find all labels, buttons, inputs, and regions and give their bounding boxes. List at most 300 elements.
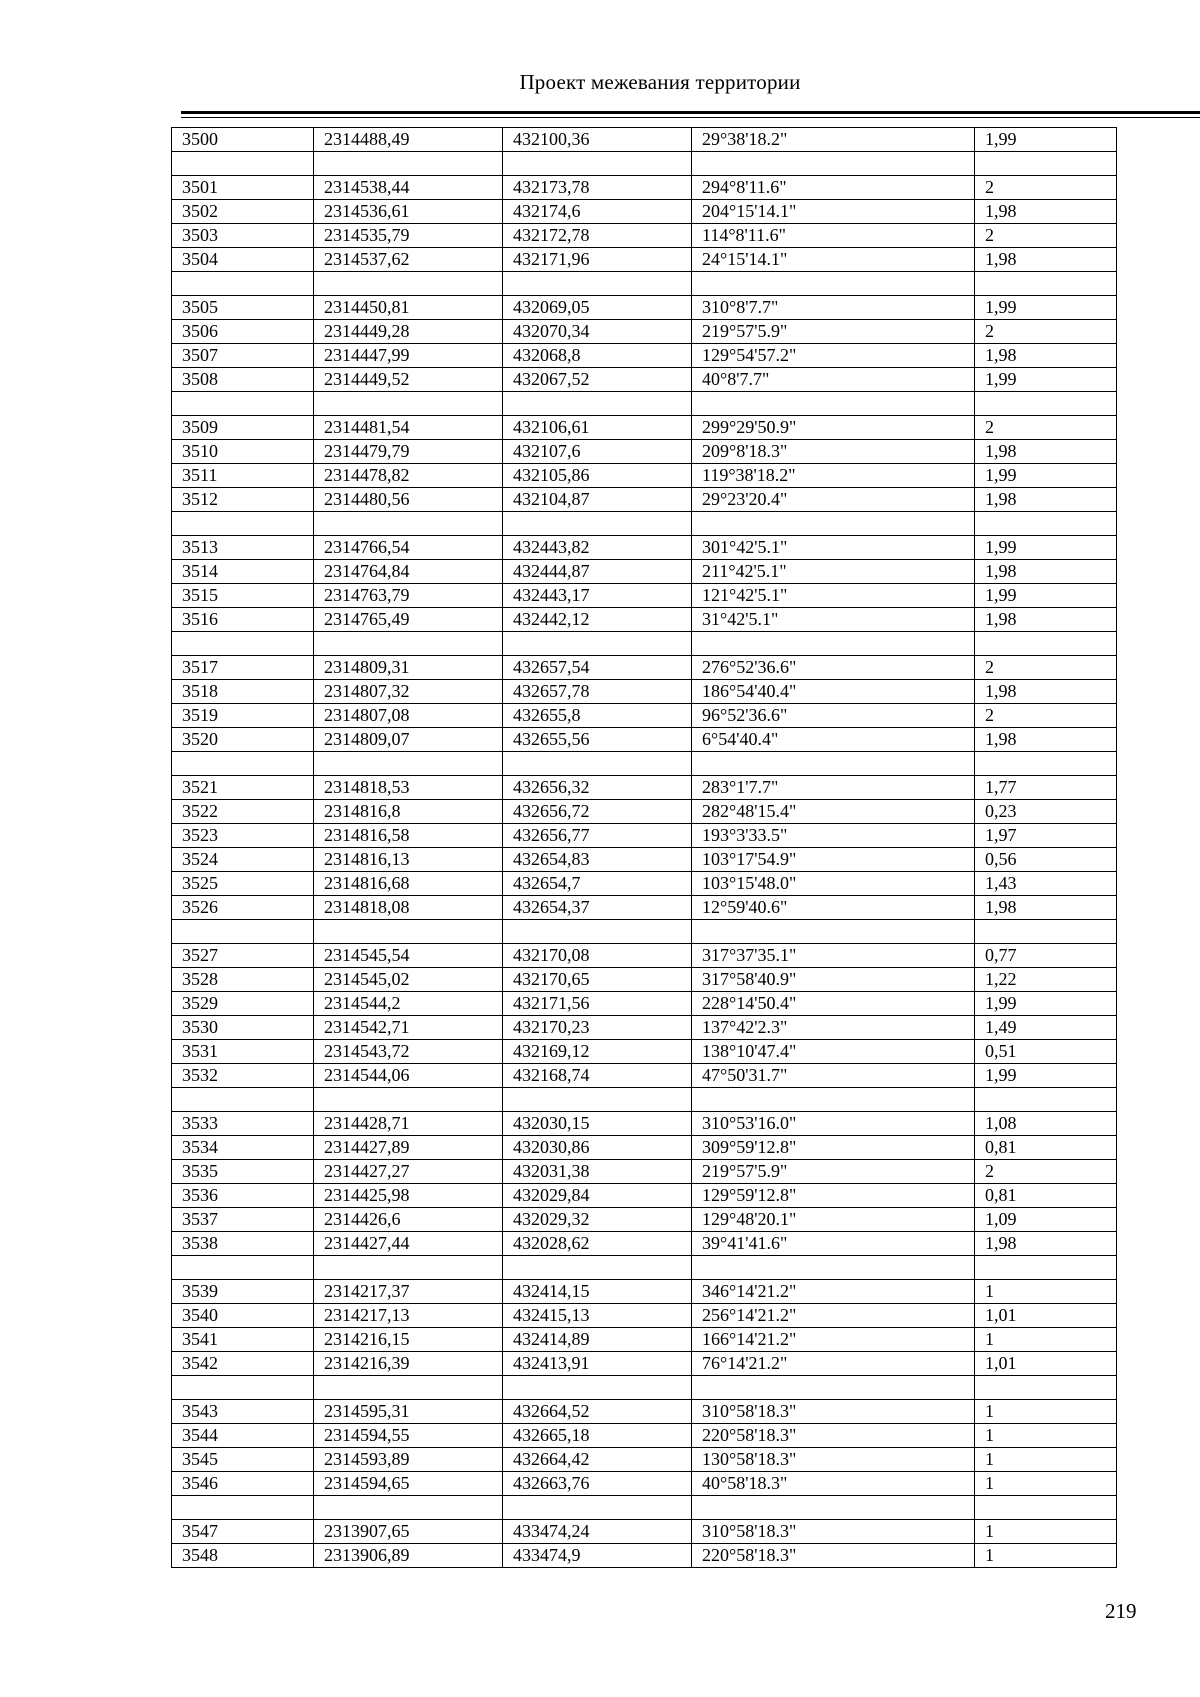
x-coordinate-cell: 2314594,55: [314, 1424, 503, 1448]
y-coordinate-cell: 433474,9: [503, 1544, 692, 1568]
direction-angle-cell: 138°10'47.4": [692, 1040, 975, 1064]
point-number-cell: 3548: [172, 1544, 314, 1568]
table-row: [172, 416, 1117, 440]
y-coordinate-cell: 432656,32: [503, 776, 692, 800]
distance-cell: 0,23: [975, 800, 1117, 824]
direction-angle-cell: 166°14'21.2": [692, 1328, 975, 1352]
direction-angle-cell: 204°15'14.1": [692, 200, 975, 224]
point-number-cell: 3527: [172, 944, 314, 968]
table-row: [172, 968, 1117, 992]
direction-angle-cell: 299°29'50.9": [692, 416, 975, 440]
y-coordinate-cell: [503, 920, 692, 944]
y-coordinate-cell: 432654,7: [503, 872, 692, 896]
distance-cell: [975, 632, 1117, 656]
distance-cell: [975, 512, 1117, 536]
direction-angle-cell: 228°14'50.4": [692, 992, 975, 1016]
table-row: [172, 1328, 1117, 1352]
y-coordinate-cell: 432169,12: [503, 1040, 692, 1064]
y-coordinate-cell: [503, 632, 692, 656]
point-number-cell: [172, 392, 314, 416]
x-coordinate-cell: 2314765,49: [314, 608, 503, 632]
point-number-cell: 3547: [172, 1520, 314, 1544]
table-row: [172, 296, 1117, 320]
distance-cell: 1,99: [975, 584, 1117, 608]
distance-cell: [975, 920, 1117, 944]
x-coordinate-cell: 2314217,13: [314, 1304, 503, 1328]
direction-angle-cell: 129°54'57.2": [692, 344, 975, 368]
table-row: [172, 728, 1117, 752]
distance-cell: 1,98: [975, 560, 1117, 584]
header-rule-thick: [181, 111, 1200, 114]
distance-cell: 0,81: [975, 1184, 1117, 1208]
direction-angle-cell: [692, 752, 975, 776]
direction-angle-cell: 29°38'18.2": [692, 128, 975, 152]
page-number: 219: [1105, 1599, 1137, 1623]
direction-angle-cell: 121°42'5.1": [692, 584, 975, 608]
distance-cell: 2: [975, 320, 1117, 344]
distance-cell: 1: [975, 1280, 1117, 1304]
direction-angle-cell: 301°42'5.1": [692, 536, 975, 560]
y-coordinate-cell: 432100,36: [503, 128, 692, 152]
y-coordinate-cell: 432171,96: [503, 248, 692, 272]
distance-cell: 1: [975, 1400, 1117, 1424]
table-row: [172, 1424, 1117, 1448]
x-coordinate-cell: 2314816,68: [314, 872, 503, 896]
direction-angle-cell: 29°23'20.4": [692, 488, 975, 512]
point-number-cell: 3530: [172, 1016, 314, 1040]
direction-angle-cell: 114°8'11.6": [692, 224, 975, 248]
y-coordinate-cell: 432657,54: [503, 656, 692, 680]
point-number-cell: 3520: [172, 728, 314, 752]
y-coordinate-cell: 432657,78: [503, 680, 692, 704]
x-coordinate-cell: 2314818,08: [314, 896, 503, 920]
distance-cell: 1: [975, 1544, 1117, 1568]
direction-angle-cell: 96°52'36.6": [692, 704, 975, 728]
point-number-cell: 3509: [172, 416, 314, 440]
point-number-cell: 3538: [172, 1232, 314, 1256]
direction-angle-cell: [692, 920, 975, 944]
table-row: [172, 1232, 1117, 1256]
point-number-cell: 3522: [172, 800, 314, 824]
table-row: [172, 776, 1117, 800]
point-number-cell: [172, 920, 314, 944]
distance-cell: 1,01: [975, 1304, 1117, 1328]
table-row: [172, 1400, 1117, 1424]
separator-row: [172, 1088, 1117, 1112]
distance-cell: 1,01: [975, 1352, 1117, 1376]
y-coordinate-cell: 432656,77: [503, 824, 692, 848]
point-number-cell: [172, 1088, 314, 1112]
table-row: [172, 1040, 1117, 1064]
distance-cell: [975, 1256, 1117, 1280]
distance-cell: 1,98: [975, 440, 1117, 464]
x-coordinate-cell: 2313906,89: [314, 1544, 503, 1568]
y-coordinate-cell: 432414,89: [503, 1328, 692, 1352]
table-row: [172, 944, 1117, 968]
distance-cell: 1,98: [975, 200, 1117, 224]
y-coordinate-cell: 432029,84: [503, 1184, 692, 1208]
table-row: [172, 608, 1117, 632]
direction-angle-cell: 103°17'54.9": [692, 848, 975, 872]
distance-cell: [975, 1376, 1117, 1400]
direction-angle-cell: 310°58'18.3": [692, 1520, 975, 1544]
table-row: [172, 200, 1117, 224]
coordinates-table-body: [172, 128, 1117, 1568]
x-coordinate-cell: 2314544,2: [314, 992, 503, 1016]
table-row: [172, 872, 1117, 896]
direction-angle-cell: 294°8'11.6": [692, 176, 975, 200]
coordinates-table: [171, 127, 1117, 1568]
point-number-cell: 3536: [172, 1184, 314, 1208]
point-number-cell: 3510: [172, 440, 314, 464]
table-row: [172, 584, 1117, 608]
page-title: Проект межевания территории: [519, 70, 801, 94]
x-coordinate-cell: 2314427,27: [314, 1160, 503, 1184]
x-coordinate-cell: 2314536,61: [314, 200, 503, 224]
table-row: [172, 1352, 1117, 1376]
direction-angle-cell: 40°8'7.7": [692, 368, 975, 392]
y-coordinate-cell: 432664,42: [503, 1448, 692, 1472]
table-row: [172, 440, 1117, 464]
table-row: [172, 1208, 1117, 1232]
x-coordinate-cell: 2314537,62: [314, 248, 503, 272]
point-number-cell: 3508: [172, 368, 314, 392]
point-number-cell: 3518: [172, 680, 314, 704]
y-coordinate-cell: 432655,8: [503, 704, 692, 728]
y-coordinate-cell: 432173,78: [503, 176, 692, 200]
direction-angle-cell: 310°53'16.0": [692, 1112, 975, 1136]
direction-angle-cell: [692, 1088, 975, 1112]
distance-cell: 1,09: [975, 1208, 1117, 1232]
separator-row: [172, 152, 1117, 176]
direction-angle-cell: [692, 1496, 975, 1520]
x-coordinate-cell: [314, 1088, 503, 1112]
direction-angle-cell: 220°58'18.3": [692, 1424, 975, 1448]
point-number-cell: 3533: [172, 1112, 314, 1136]
distance-cell: 1,22: [975, 968, 1117, 992]
direction-angle-cell: 310°58'18.3": [692, 1400, 975, 1424]
y-coordinate-cell: [503, 1088, 692, 1112]
table-row: [172, 1016, 1117, 1040]
y-coordinate-cell: 432107,6: [503, 440, 692, 464]
distance-cell: [975, 272, 1117, 296]
y-coordinate-cell: 432444,87: [503, 560, 692, 584]
x-coordinate-cell: 2314593,89: [314, 1448, 503, 1472]
point-number-cell: 3511: [172, 464, 314, 488]
x-coordinate-cell: [314, 512, 503, 536]
x-coordinate-cell: 2314538,44: [314, 176, 503, 200]
direction-angle-cell: 103°15'48.0": [692, 872, 975, 896]
x-coordinate-cell: 2314763,79: [314, 584, 503, 608]
point-number-cell: 3515: [172, 584, 314, 608]
distance-cell: 1: [975, 1424, 1117, 1448]
direction-angle-cell: 317°37'35.1": [692, 944, 975, 968]
x-coordinate-cell: 2313907,65: [314, 1520, 503, 1544]
table-row: [172, 1136, 1117, 1160]
point-number-cell: 3544: [172, 1424, 314, 1448]
separator-row: [172, 920, 1117, 944]
point-number-cell: 3545: [172, 1448, 314, 1472]
y-coordinate-cell: 432067,52: [503, 368, 692, 392]
x-coordinate-cell: [314, 1496, 503, 1520]
x-coordinate-cell: 2314428,71: [314, 1112, 503, 1136]
point-number-cell: [172, 512, 314, 536]
y-coordinate-cell: 432070,34: [503, 320, 692, 344]
table-row: [172, 656, 1117, 680]
point-number-cell: 3525: [172, 872, 314, 896]
table-row: [172, 992, 1117, 1016]
x-coordinate-cell: 2314217,37: [314, 1280, 503, 1304]
x-coordinate-cell: 2314809,31: [314, 656, 503, 680]
distance-cell: 1,98: [975, 488, 1117, 512]
table-row: [172, 488, 1117, 512]
x-coordinate-cell: 2314447,99: [314, 344, 503, 368]
point-number-cell: 3506: [172, 320, 314, 344]
distance-cell: 1,98: [975, 680, 1117, 704]
x-coordinate-cell: 2314542,71: [314, 1016, 503, 1040]
direction-angle-cell: 220°58'18.3": [692, 1544, 975, 1568]
y-coordinate-cell: 432654,37: [503, 896, 692, 920]
x-coordinate-cell: [314, 152, 503, 176]
y-coordinate-cell: 432030,15: [503, 1112, 692, 1136]
direction-angle-cell: [692, 632, 975, 656]
table-row: [172, 1448, 1117, 1472]
point-number-cell: 3517: [172, 656, 314, 680]
x-coordinate-cell: 2314478,82: [314, 464, 503, 488]
x-coordinate-cell: 2314449,28: [314, 320, 503, 344]
point-number-cell: 3546: [172, 1472, 314, 1496]
y-coordinate-cell: 432170,23: [503, 1016, 692, 1040]
x-coordinate-cell: [314, 272, 503, 296]
x-coordinate-cell: 2314816,8: [314, 800, 503, 824]
direction-angle-cell: 76°14'21.2": [692, 1352, 975, 1376]
point-number-cell: [172, 1496, 314, 1520]
separator-row: [172, 512, 1117, 536]
distance-cell: [975, 392, 1117, 416]
y-coordinate-cell: 432170,65: [503, 968, 692, 992]
point-number-cell: 3521: [172, 776, 314, 800]
distance-cell: 0,77: [975, 944, 1117, 968]
point-number-cell: [172, 632, 314, 656]
y-coordinate-cell: [503, 1496, 692, 1520]
y-coordinate-cell: [503, 1256, 692, 1280]
table-row: [172, 1112, 1117, 1136]
separator-row: [172, 1496, 1117, 1520]
table-row: [172, 560, 1117, 584]
direction-angle-cell: 209°8'18.3": [692, 440, 975, 464]
distance-cell: [975, 752, 1117, 776]
y-coordinate-cell: 432105,86: [503, 464, 692, 488]
distance-cell: 2: [975, 704, 1117, 728]
y-coordinate-cell: 432656,72: [503, 800, 692, 824]
x-coordinate-cell: 2314816,13: [314, 848, 503, 872]
direction-angle-cell: 6°54'40.4": [692, 728, 975, 752]
point-number-cell: 3542: [172, 1352, 314, 1376]
point-number-cell: 3502: [172, 200, 314, 224]
x-coordinate-cell: 2314544,06: [314, 1064, 503, 1088]
point-number-cell: 3543: [172, 1400, 314, 1424]
y-coordinate-cell: 432443,17: [503, 584, 692, 608]
direction-angle-cell: 31°42'5.1": [692, 608, 975, 632]
y-coordinate-cell: 432069,05: [503, 296, 692, 320]
point-number-cell: 3519: [172, 704, 314, 728]
point-number-cell: 3523: [172, 824, 314, 848]
distance-cell: 0,81: [975, 1136, 1117, 1160]
distance-cell: [975, 1088, 1117, 1112]
table-row: [172, 1472, 1117, 1496]
x-coordinate-cell: 2314480,56: [314, 488, 503, 512]
separator-row: [172, 632, 1117, 656]
y-coordinate-cell: 432442,12: [503, 608, 692, 632]
x-coordinate-cell: 2314481,54: [314, 416, 503, 440]
point-number-cell: 3535: [172, 1160, 314, 1184]
point-number-cell: 3516: [172, 608, 314, 632]
point-number-cell: 3541: [172, 1328, 314, 1352]
direction-angle-cell: 317°58'40.9": [692, 968, 975, 992]
y-coordinate-cell: 432168,74: [503, 1064, 692, 1088]
x-coordinate-cell: 2314545,54: [314, 944, 503, 968]
direction-angle-cell: [692, 272, 975, 296]
y-coordinate-cell: 432104,87: [503, 488, 692, 512]
direction-angle-cell: 282°48'15.4": [692, 800, 975, 824]
distance-cell: 1: [975, 1520, 1117, 1544]
direction-angle-cell: 186°54'40.4": [692, 680, 975, 704]
x-coordinate-cell: 2314816,58: [314, 824, 503, 848]
separator-row: [172, 392, 1117, 416]
y-coordinate-cell: 432171,56: [503, 992, 692, 1016]
y-coordinate-cell: 432172,78: [503, 224, 692, 248]
y-coordinate-cell: [503, 152, 692, 176]
x-coordinate-cell: 2314595,31: [314, 1400, 503, 1424]
distance-cell: 1,99: [975, 536, 1117, 560]
direction-angle-cell: 24°15'14.1": [692, 248, 975, 272]
point-number-cell: 3503: [172, 224, 314, 248]
point-number-cell: [172, 152, 314, 176]
point-number-cell: 3512: [172, 488, 314, 512]
y-coordinate-cell: 432174,6: [503, 200, 692, 224]
direction-angle-cell: 129°48'20.1": [692, 1208, 975, 1232]
direction-angle-cell: 276°52'36.6": [692, 656, 975, 680]
table-row: [172, 536, 1117, 560]
direction-angle-cell: 137°42'2.3": [692, 1016, 975, 1040]
direction-angle-cell: 130°58'18.3": [692, 1448, 975, 1472]
distance-cell: 1,99: [975, 992, 1117, 1016]
distance-cell: 1,43: [975, 872, 1117, 896]
direction-angle-cell: 211°42'5.1": [692, 560, 975, 584]
distance-cell: 1,99: [975, 128, 1117, 152]
y-coordinate-cell: 432031,38: [503, 1160, 692, 1184]
table-row: [172, 896, 1117, 920]
direction-angle-cell: 12°59'40.6": [692, 896, 975, 920]
x-coordinate-cell: 2314535,79: [314, 224, 503, 248]
distance-cell: 1,98: [975, 728, 1117, 752]
distance-cell: 1,98: [975, 896, 1117, 920]
point-number-cell: 3501: [172, 176, 314, 200]
x-coordinate-cell: 2314818,53: [314, 776, 503, 800]
point-number-cell: 3504: [172, 248, 314, 272]
y-coordinate-cell: 432415,13: [503, 1304, 692, 1328]
y-coordinate-cell: 432028,62: [503, 1232, 692, 1256]
distance-cell: 2: [975, 176, 1117, 200]
distance-cell: [975, 1496, 1117, 1520]
distance-cell: 2: [975, 416, 1117, 440]
table-row: [172, 1064, 1117, 1088]
point-number-cell: 3526: [172, 896, 314, 920]
point-number-cell: 3513: [172, 536, 314, 560]
direction-angle-cell: [692, 512, 975, 536]
y-coordinate-cell: 432029,32: [503, 1208, 692, 1232]
distance-cell: 1,98: [975, 1232, 1117, 1256]
distance-cell: 1,99: [975, 1064, 1117, 1088]
x-coordinate-cell: [314, 632, 503, 656]
table-row: [172, 800, 1117, 824]
x-coordinate-cell: 2314543,72: [314, 1040, 503, 1064]
direction-angle-cell: 39°41'41.6": [692, 1232, 975, 1256]
table-row: [172, 368, 1117, 392]
separator-row: [172, 1256, 1117, 1280]
y-coordinate-cell: 432665,18: [503, 1424, 692, 1448]
x-coordinate-cell: 2314216,15: [314, 1328, 503, 1352]
y-coordinate-cell: 433474,24: [503, 1520, 692, 1544]
direction-angle-cell: [692, 1376, 975, 1400]
point-number-cell: [172, 1376, 314, 1400]
point-number-cell: 3529: [172, 992, 314, 1016]
y-coordinate-cell: 432030,86: [503, 1136, 692, 1160]
table-row: [172, 320, 1117, 344]
table-row: [172, 848, 1117, 872]
x-coordinate-cell: 2314766,54: [314, 536, 503, 560]
distance-cell: [975, 152, 1117, 176]
point-number-cell: 3534: [172, 1136, 314, 1160]
table-row: [172, 1160, 1117, 1184]
distance-cell: 2: [975, 656, 1117, 680]
point-number-cell: 3537: [172, 1208, 314, 1232]
point-number-cell: 3524: [172, 848, 314, 872]
separator-row: [172, 1376, 1117, 1400]
point-number-cell: 3528: [172, 968, 314, 992]
distance-cell: 1,99: [975, 368, 1117, 392]
table-row: [172, 344, 1117, 368]
y-coordinate-cell: [503, 392, 692, 416]
x-coordinate-cell: 2314427,89: [314, 1136, 503, 1160]
table-row: [172, 464, 1117, 488]
direction-angle-cell: 119°38'18.2": [692, 464, 975, 488]
direction-angle-cell: 193°3'33.5": [692, 824, 975, 848]
x-coordinate-cell: 2314807,08: [314, 704, 503, 728]
direction-angle-cell: [692, 392, 975, 416]
table-row: [172, 224, 1117, 248]
distance-cell: 1,99: [975, 296, 1117, 320]
table-row: [172, 248, 1117, 272]
x-coordinate-cell: 2314425,98: [314, 1184, 503, 1208]
x-coordinate-cell: 2314450,81: [314, 296, 503, 320]
table-row: [172, 1280, 1117, 1304]
point-number-cell: 3500: [172, 128, 314, 152]
distance-cell: 1: [975, 1472, 1117, 1496]
direction-angle-cell: 310°8'7.7": [692, 296, 975, 320]
x-coordinate-cell: [314, 752, 503, 776]
distance-cell: 1: [975, 1328, 1117, 1352]
table-row: [172, 1304, 1117, 1328]
x-coordinate-cell: [314, 1376, 503, 1400]
x-coordinate-cell: [314, 392, 503, 416]
point-number-cell: [172, 752, 314, 776]
x-coordinate-cell: 2314488,49: [314, 128, 503, 152]
direction-angle-cell: 219°57'5.9": [692, 1160, 975, 1184]
point-number-cell: 3507: [172, 344, 314, 368]
separator-row: [172, 752, 1117, 776]
y-coordinate-cell: [503, 512, 692, 536]
